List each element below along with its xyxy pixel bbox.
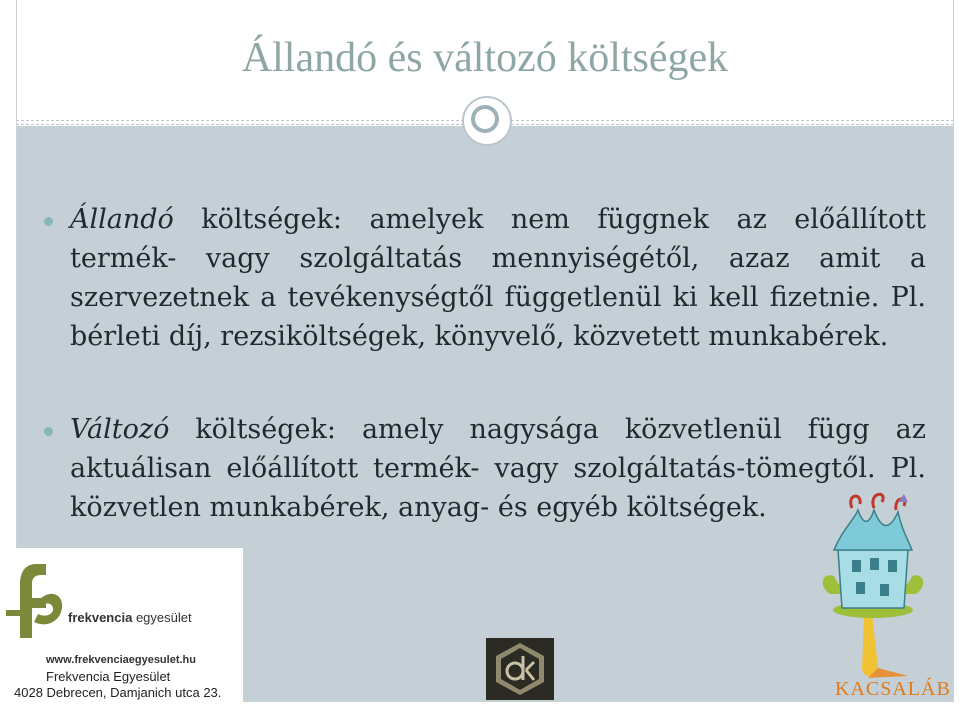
- frekvencia-org: Frekvencia Egyesület: [46, 669, 171, 684]
- frekvencia-name: [68, 610, 192, 625]
- slide-title: Állandó és változó költségek: [241, 35, 729, 81]
- bullet-fixed-costs: [70, 200, 926, 356]
- frekvencia-logo: [0, 548, 243, 708]
- bullet-text: költségek: amely nagysága közvetlenül függ az aktuálisan előállított termék- vagy szolgáltatás-tömegtől. Pl. közvetlen munkabérek, anyag- és egyéb költségek.: [70, 414, 926, 523]
- frekvencia-url: www.frekvenciaegyesulet.hu: [46, 654, 196, 666]
- bullet-term: Változó: [70, 414, 170, 445]
- kacsalab-label: KACSALÁB: [835, 678, 951, 700]
- bullet-dot-icon: [44, 427, 53, 436]
- frekvencia-address: 4028 Debrecen, Damjanich utca 23.: [14, 685, 222, 700]
- frekvencia-fe-icon: [6, 558, 66, 643]
- dk-logo-icon: [486, 638, 554, 700]
- bullet-text: költségek: amelyek nem függnek az előállított termék- vagy szolgáltatás mennyiségétől, azaz amit a szervezetnek a tevékenységtől függetlenül ki kell fizetnie. Pl. bérleti díj, rezsiköltségek, könyvelő, közvetett munkabérek.: [70, 204, 926, 352]
- divider-ring-icon: [462, 96, 512, 146]
- frekvencia-name-rest: egyesület: [132, 610, 192, 625]
- frekvencia-name-bold: frekvencia: [68, 610, 133, 625]
- bullet-term: Állandó: [70, 204, 174, 235]
- bullet-dot-icon: [44, 217, 53, 226]
- bullet-variable-costs: [70, 410, 926, 527]
- kacsalab-house-icon: [808, 490, 958, 708]
